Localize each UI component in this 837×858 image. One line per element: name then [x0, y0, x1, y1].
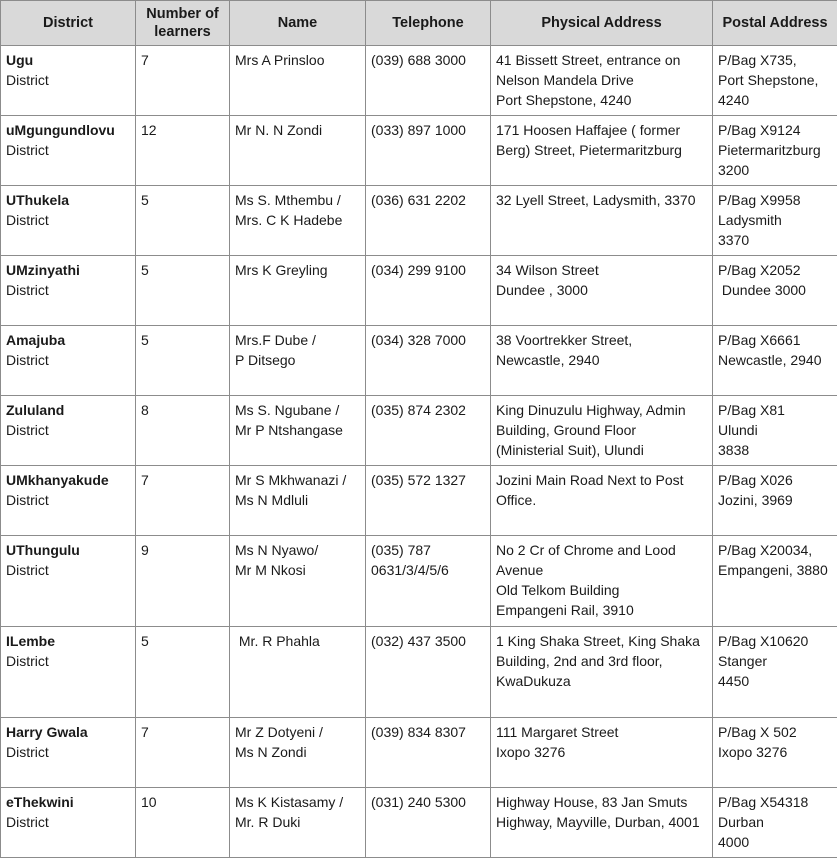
name-line: Mrs A Prinsloo — [235, 50, 361, 70]
district-name: UThungulu — [6, 540, 131, 560]
physical-line: Highway, Mayville, Durban, 4001 — [496, 812, 708, 832]
physical-line: Avenue — [496, 560, 708, 580]
learners-cell: 5 — [136, 627, 230, 718]
district-name: ILembe — [6, 631, 131, 651]
header-postal-address: Postal Address — [713, 1, 837, 46]
table-row — [1, 396, 837, 466]
physical-address-cell — [491, 116, 713, 186]
name-cell — [230, 788, 366, 858]
postal-line: Ulundi — [718, 420, 833, 440]
postal-line: 4450 — [718, 671, 833, 691]
physical-address-cell — [491, 788, 713, 858]
physical-line: 41 Bissett Street, entrance on — [496, 50, 708, 70]
postal-address-cell — [713, 396, 837, 466]
name-line: Mr. R Phahla — [235, 631, 361, 651]
telephone-cell — [366, 627, 491, 718]
name-cell — [230, 718, 366, 788]
table-body — [1, 46, 837, 858]
physical-line: Building, Ground Floor — [496, 420, 708, 440]
telephone-line: (034) 328 7000 — [371, 330, 486, 350]
telephone-line: (033) 897 1000 — [371, 120, 486, 140]
name-line: Ms S. Mthembu / — [235, 190, 361, 210]
name-line: Mr S Mkhwanazi / — [235, 470, 361, 490]
table-row — [1, 536, 837, 627]
learners-cell: 5 — [136, 256, 230, 326]
postal-line: P/Bag X 502 — [718, 722, 833, 742]
name-line: Ms N Mdluli — [235, 490, 361, 510]
telephone-line: (035) 874 2302 — [371, 400, 486, 420]
postal-address-cell — [713, 536, 837, 627]
postal-line: P/Bag X2052 — [718, 260, 833, 280]
physical-address-cell — [491, 186, 713, 256]
name-cell — [230, 46, 366, 116]
name-line: Mrs.F Dube / — [235, 330, 361, 350]
district-line: District — [6, 280, 131, 300]
postal-address-cell — [713, 627, 837, 718]
learners-cell: 7 — [136, 718, 230, 788]
telephone-line: (031) 240 5300 — [371, 792, 486, 812]
telephone-cell — [366, 536, 491, 627]
postal-line: P/Bag X026 — [718, 470, 833, 490]
physical-line: No 2 Cr of Chrome and Lood — [496, 540, 708, 560]
postal-line: Dundee 3000 — [718, 280, 833, 300]
physical-line: 1 King Shaka Street, King Shaka — [496, 631, 708, 651]
district-cell — [1, 536, 136, 627]
physical-address-cell — [491, 256, 713, 326]
district-cell — [1, 788, 136, 858]
telephone-cell — [366, 256, 491, 326]
name-line: Mr M Nkosi — [235, 560, 361, 580]
postal-line: P/Bag X9124 — [718, 120, 833, 140]
district-cell — [1, 718, 136, 788]
district-line: District — [6, 70, 131, 90]
postal-line: P/Bag X54318 — [718, 792, 833, 812]
district-name: UThukela — [6, 190, 131, 210]
physical-line: Highway House, 83 Jan Smuts — [496, 792, 708, 812]
name-line: Mrs. C K Hadebe — [235, 210, 361, 230]
district-line: District — [6, 651, 131, 671]
header-physical-address: Physical Address — [491, 1, 713, 46]
learners-cell: 12 — [136, 116, 230, 186]
physical-line: 38 Voortrekker Street, — [496, 330, 708, 350]
postal-address-cell — [713, 186, 837, 256]
physical-line: 171 Hoosen Haffajee ( former — [496, 120, 708, 140]
district-cell — [1, 326, 136, 396]
postal-line: P/Bag X81 — [718, 400, 833, 420]
district-cell — [1, 627, 136, 718]
telephone-line: (036) 631 2202 — [371, 190, 486, 210]
name-line: Mr Z Dotyeni / — [235, 722, 361, 742]
table-row — [1, 718, 837, 788]
physical-line: King Dinuzulu Highway, Admin — [496, 400, 708, 420]
physical-line: Building, 2nd and 3rd floor, — [496, 651, 708, 671]
name-cell — [230, 256, 366, 326]
district-cell — [1, 46, 136, 116]
district-name: UMkhanyakude — [6, 470, 131, 490]
name-cell — [230, 116, 366, 186]
postal-line: P/Bag X10620 — [718, 631, 833, 651]
district-name: eThekwini — [6, 792, 131, 812]
name-line: Ms N Zondi — [235, 742, 361, 762]
telephone-line: (039) 834 8307 — [371, 722, 486, 742]
physical-line: Newcastle, 2940 — [496, 350, 708, 370]
physical-address-cell — [491, 396, 713, 466]
district-cell — [1, 186, 136, 256]
postal-line: Jozini, 3969 — [718, 490, 833, 510]
district-cell — [1, 466, 136, 536]
postal-address-cell — [713, 326, 837, 396]
learners-cell: 9 — [136, 536, 230, 627]
postal-line: Port Shepstone, — [718, 70, 833, 90]
postal-address-cell — [713, 256, 837, 326]
postal-line: P/Bag X735, — [718, 50, 833, 70]
telephone-cell — [366, 396, 491, 466]
physical-line: Old Telkom Building — [496, 580, 708, 600]
district-name: Zululand — [6, 400, 131, 420]
telephone-line: (032) 437 3500 — [371, 631, 486, 651]
physical-line: Dundee , 3000 — [496, 280, 708, 300]
name-line: Mr N. N Zondi — [235, 120, 361, 140]
postal-line: P/Bag X20034, — [718, 540, 833, 560]
postal-line: 3838 — [718, 440, 833, 460]
district-cell — [1, 396, 136, 466]
postal-line: Durban — [718, 812, 833, 832]
postal-line: 3370 — [718, 230, 833, 250]
header-district: District — [1, 1, 136, 46]
postal-line: 4240 — [718, 90, 833, 110]
physical-address-cell — [491, 536, 713, 627]
telephone-cell — [366, 326, 491, 396]
name-line: Mrs K Greyling — [235, 260, 361, 280]
postal-address-cell — [713, 466, 837, 536]
table-row — [1, 116, 837, 186]
name-cell — [230, 396, 366, 466]
physical-address-cell — [491, 46, 713, 116]
district-cell — [1, 256, 136, 326]
postal-line: Stanger — [718, 651, 833, 671]
physical-line: Empangeni Rail, 3910 — [496, 600, 708, 620]
telephone-line: 0631/3/4/5/6 — [371, 560, 486, 580]
physical-address-cell — [491, 627, 713, 718]
district-name: Amajuba — [6, 330, 131, 350]
physical-line: Nelson Mandela Drive — [496, 70, 708, 90]
postal-line: P/Bag X9958 — [718, 190, 833, 210]
district-line: District — [6, 350, 131, 370]
district-name: UMzinyathi — [6, 260, 131, 280]
postal-line: Empangeni, 3880 — [718, 560, 833, 580]
postal-line: P/Bag X6661 — [718, 330, 833, 350]
name-line: Mr P Ntshangase — [235, 420, 361, 440]
table-row — [1, 186, 837, 256]
telephone-cell — [366, 788, 491, 858]
name-cell — [230, 186, 366, 256]
district-name: uMgungundlovu — [6, 120, 131, 140]
learners-cell: 7 — [136, 46, 230, 116]
postal-address-cell — [713, 718, 837, 788]
table-row — [1, 466, 837, 536]
postal-line: 4000 — [718, 832, 833, 852]
header-number-of-learners: Number of learners — [136, 1, 230, 46]
header-name: Name — [230, 1, 366, 46]
name-line: Ms S. Ngubane / — [235, 400, 361, 420]
physical-line: Office. — [496, 490, 708, 510]
learners-cell: 7 — [136, 466, 230, 536]
physical-line: Jozini Main Road Next to Post — [496, 470, 708, 490]
physical-line: Berg) Street, Pietermaritzburg — [496, 140, 708, 160]
district-line: District — [6, 812, 131, 832]
table-row — [1, 788, 837, 858]
learners-cell: 5 — [136, 186, 230, 256]
table-row — [1, 326, 837, 396]
learners-cell: 10 — [136, 788, 230, 858]
learners-cell: 5 — [136, 326, 230, 396]
name-line: P Ditsego — [235, 350, 361, 370]
name-cell — [230, 326, 366, 396]
physical-line: Ixopo 3276 — [496, 742, 708, 762]
district-line: District — [6, 420, 131, 440]
postal-line: Ladysmith — [718, 210, 833, 230]
district-cell — [1, 116, 136, 186]
name-line: Ms K Kistasamy / — [235, 792, 361, 812]
physical-address-cell — [491, 466, 713, 536]
name-line: Mr. R Duki — [235, 812, 361, 832]
name-cell — [230, 627, 366, 718]
table-row — [1, 256, 837, 326]
telephone-line: (034) 299 9100 — [371, 260, 486, 280]
district-line: District — [6, 560, 131, 580]
telephone-cell — [366, 186, 491, 256]
physical-line: 34 Wilson Street — [496, 260, 708, 280]
name-cell — [230, 536, 366, 627]
physical-line: KwaDukuza — [496, 671, 708, 691]
physical-address-cell — [491, 326, 713, 396]
physical-line: (Ministerial Suit), Ulundi — [496, 440, 708, 460]
postal-address-cell — [713, 788, 837, 858]
district-line: District — [6, 140, 131, 160]
telephone-line: (035) 787 — [371, 540, 486, 560]
telephone-cell — [366, 116, 491, 186]
telephone-cell — [366, 466, 491, 536]
physical-line: 32 Lyell Street, Ladysmith, 3370 — [496, 190, 708, 210]
postal-line: Pietermaritzburg — [718, 140, 833, 160]
header-telephone: Telephone — [366, 1, 491, 46]
postal-address-cell — [713, 46, 837, 116]
postal-line: Newcastle, 2940 — [718, 350, 833, 370]
telephone-cell — [366, 718, 491, 788]
table-row — [1, 46, 837, 116]
postal-address-cell — [713, 116, 837, 186]
header-row — [1, 1, 837, 46]
learners-cell: 8 — [136, 396, 230, 466]
postal-line: 3200 — [718, 160, 833, 180]
telephone-line: (035) 572 1327 — [371, 470, 486, 490]
table-row — [1, 627, 837, 718]
name-cell — [230, 466, 366, 536]
telephone-line: (039) 688 3000 — [371, 50, 486, 70]
district-line: District — [6, 210, 131, 230]
postal-line: Ixopo 3276 — [718, 742, 833, 762]
name-line: Ms N Nyawo/ — [235, 540, 361, 560]
district-line: District — [6, 490, 131, 510]
district-name: Ugu — [6, 50, 131, 70]
physical-line: 111 Margaret Street — [496, 722, 708, 742]
district-name: Harry Gwala — [6, 722, 131, 742]
physical-address-cell — [491, 718, 713, 788]
district-line: District — [6, 742, 131, 762]
telephone-cell — [366, 46, 491, 116]
physical-line: Port Shepstone, 4240 — [496, 90, 708, 110]
